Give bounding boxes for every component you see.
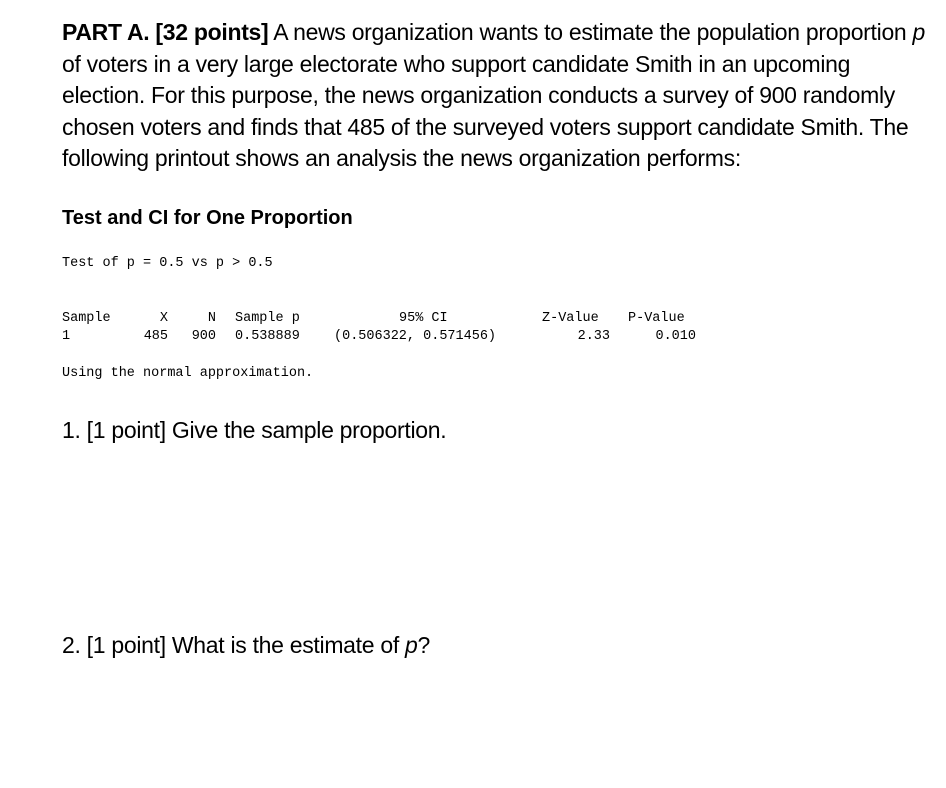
cell-sample-p: 0.538889	[235, 329, 300, 344]
col-header-x: X	[159, 311, 168, 326]
problem-intro	[62, 17, 932, 175]
cell-n: 900	[191, 329, 216, 344]
question-2	[62, 630, 430, 660]
cell-z-value: 2.33	[577, 329, 610, 344]
question-2-text: 2. [1 point] What is the estimate of	[62, 632, 399, 658]
test-hypothesis-line: Test of p = 0.5 vs p > 0.5	[62, 256, 273, 271]
output-title: Test and CI for One Proportion	[62, 207, 353, 229]
question-2-p-symbol: p	[405, 632, 418, 658]
cell-sample: 1	[62, 329, 71, 344]
results-table	[62, 310, 722, 350]
question-2-mark: ?	[417, 632, 431, 658]
cell-p-value: 0.010	[655, 329, 696, 344]
p-symbol: p	[912, 19, 926, 45]
cell-ci: (0.506322, 0.571456)	[334, 329, 497, 344]
col-header-z-value: Z-Value	[542, 311, 599, 326]
part-label: PART A. [32 points]	[62, 19, 269, 45]
col-header-ci: 95% CI	[399, 311, 448, 326]
col-header-sample-p: Sample p	[235, 311, 300, 326]
col-header-p-value: P-Value	[628, 311, 685, 326]
approximation-note: Using the normal approximation.	[62, 366, 314, 381]
col-header-n: N	[207, 311, 216, 326]
intro-text-rest: of voters in a very large electorate who support candidate Smith in an upcoming election. For this purpose, the news organization conducts a survey of 900 randomly chosen voters and finds that 485 of the surveyed voters support candidate Smith. The following printout shows an analysis the news organization performs:	[62, 50, 909, 171]
question-1: 1. [1 point] Give the sample proportion.	[62, 417, 447, 443]
intro-text-start: A news organization wants to estimate the population proportion	[273, 19, 907, 45]
cell-x: 485	[143, 329, 168, 344]
col-header-sample: Sample	[62, 311, 111, 326]
